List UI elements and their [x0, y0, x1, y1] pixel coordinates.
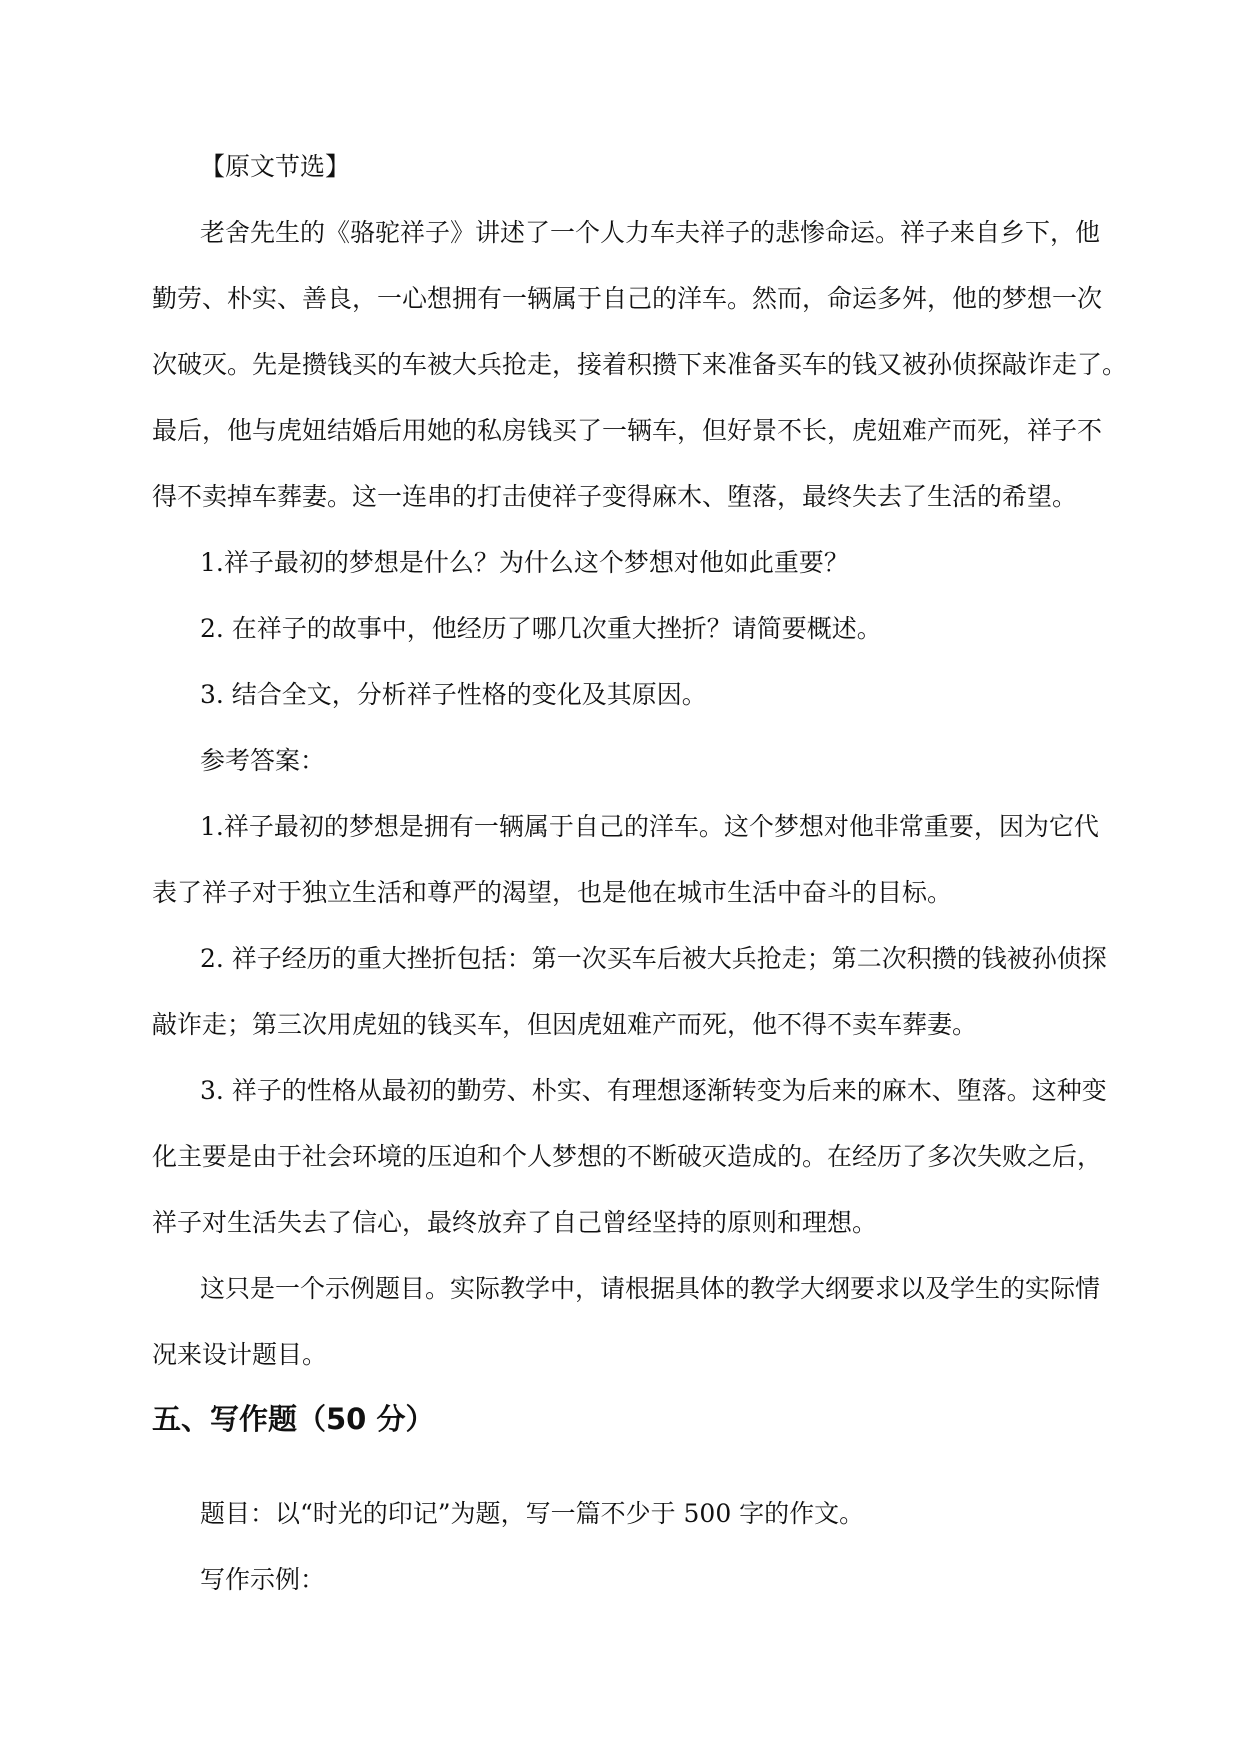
- answer-2-line: 敲诈走；第三次用虎妞的钱买车，但因虎妞难产而死，他不得不卖车葬妻。: [152, 1010, 978, 1039]
- passage-line: 次破灭。先是攒钱买的车被大兵抢走，接着积攒下来准备买车的钱又被孙侦探敲诈走了。: [152, 350, 1128, 379]
- note-line: 况来设计题目。: [152, 1340, 328, 1369]
- writing-example-label: 写作示例：: [200, 1565, 326, 1594]
- note-line: 这只是一个示例题目。实际教学中，请根据具体的教学大纲要求以及学生的实际情: [200, 1274, 1101, 1303]
- passage-line: 最后，他与虎妞结婚后用她的私房钱买了一辆车，但好景不长，虎妞难产而死，祥子不: [152, 416, 1103, 445]
- passage-line: 老舍先生的《骆驼祥子》讲述了一个人力车夫祥子的悲惨命运。祥子来自乡下，他: [200, 218, 1101, 247]
- excerpt-title: 【原文节选】: [200, 152, 351, 181]
- answer-2-line: 2. 祥子经历的重大挫折包括：第一次买车后被大兵抢走；第二次积攒的钱被孙侦探: [200, 944, 1107, 973]
- passage-line: 得不卖掉车葬妻。这一连串的打击使祥子变得麻木、堕落，最终失去了生活的希望。: [152, 482, 1078, 511]
- section-heading: 五、写作题（50 分）: [152, 1402, 435, 1436]
- answer-1-line: 1.祥子最初的梦想是拥有一辆属于自己的洋车。这个梦想对他非常重要，因为它代: [200, 812, 1099, 841]
- question-2: 2. 在祥子的故事中，他经历了哪几次重大挫折？请简要概述。: [200, 614, 882, 643]
- answer-3-line: 祥子对生活失去了信心，最终放弃了自己曾经坚持的原则和理想。: [152, 1208, 878, 1237]
- answer-label: 参考答案：: [200, 746, 326, 775]
- answer-3-line: 3. 祥子的性格从最初的勤劳、朴实、有理想逐渐转变为后来的麻木、堕落。这种变: [200, 1076, 1107, 1105]
- answer-3-line: 化主要是由于社会环境的压迫和个人梦想的不断破灭造成的。在经历了多次失败之后，: [152, 1142, 1103, 1171]
- passage-line: 勤劳、朴实、善良，一心想拥有一辆属于自己的洋车。然而，命运多舛，他的梦想一次: [152, 284, 1103, 313]
- writing-prompt: 题目：以“时光的印记”为题，写一篇不少于 500 字的作文。: [200, 1499, 865, 1528]
- question-1: 1.祥子最初的梦想是什么？为什么这个梦想对他如此重要？: [200, 548, 849, 577]
- question-3: 3. 结合全文，分析祥子性格的变化及其原因。: [200, 680, 707, 709]
- answer-1-line: 表了祥子对于独立生活和尊严的渴望，也是他在城市生活中奋斗的目标。: [152, 878, 953, 907]
